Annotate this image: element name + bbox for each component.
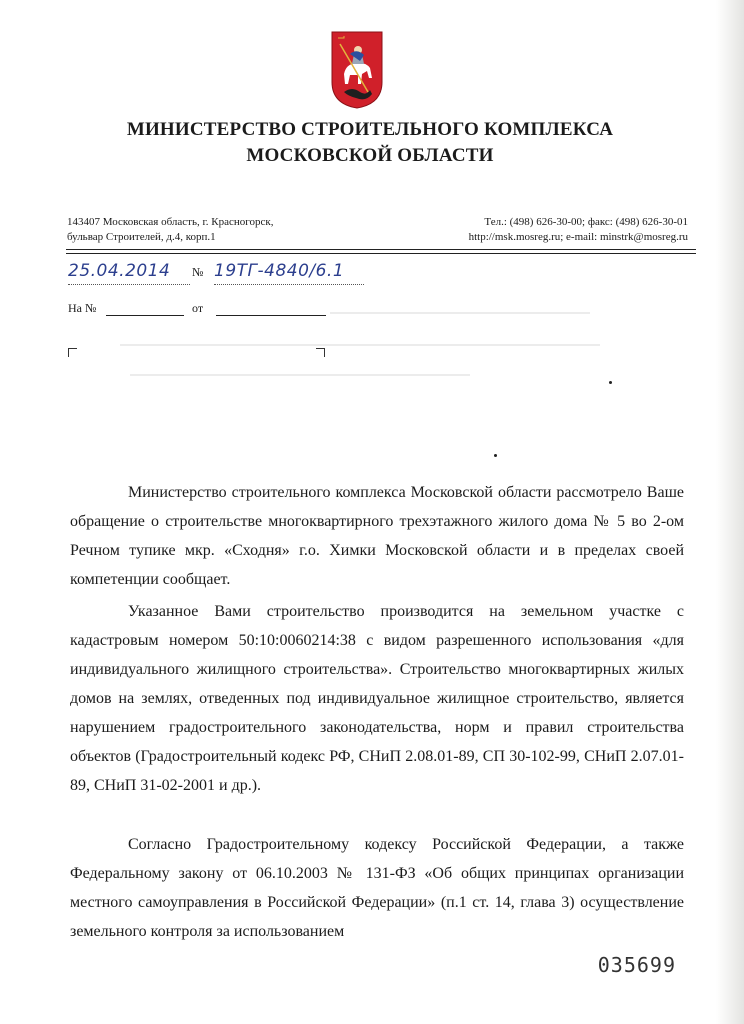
paragraph-text: Министерство строительного комплекса Московской области рассмотрело Ваше обращение о строительстве многоквартирного трехэтажного жилого дома № 5 во 2-ом Речном тупике мкр. «Сходня» г.о. Химки Московской области и в пределах своей компетенции сообщает. <box>70 484 684 588</box>
show-through-mark <box>330 312 590 314</box>
show-through-mark <box>120 344 600 346</box>
coat-of-arms-icon <box>330 30 384 110</box>
speck-mark <box>609 381 612 384</box>
incoming-number-label: На № <box>68 301 97 315</box>
show-through-mark <box>130 374 470 376</box>
ministry-title-line1: МИНИСТЕРСТВО СТРОИТЕЛЬНОГО КОМПЛЕКСА <box>126 119 614 140</box>
incoming-date-blank <box>216 315 326 316</box>
addressee-corner-left <box>68 348 77 357</box>
header-rule-thick <box>66 249 696 250</box>
page-edge-shadow <box>716 0 744 1024</box>
phone-fax: Тел.: (498) 626-30-00; факс: (498) 626-30-01 <box>484 216 688 228</box>
contact-info <box>469 215 688 245</box>
date-dotted-line <box>68 284 190 285</box>
address-line1: 143407 Московская область, г. Красногорск, <box>67 216 274 228</box>
body-paragraph-2 <box>70 597 684 800</box>
handwritten-date: 25.04.2014 <box>68 261 171 281</box>
incoming-date-label: от <box>192 301 204 315</box>
paragraph-text: Согласно Градостроительному кодексу Российской Федерации, а также Федеральному закону от 06.10.2003 № 131-ФЗ «Об общих принципах организации местного самоуправления в Российской Федерации» (п.1 ст. 14, глава 3) осуществление земельного контроля за использованием <box>70 836 684 940</box>
addressee-corner-right <box>316 348 325 357</box>
body-paragraph-3 <box>70 830 684 946</box>
web-email: http://msk.mosreg.ru; e-mail: minstrk@mosreg.ru <box>468 231 688 243</box>
incoming-number-blank <box>106 315 184 316</box>
address-line2: бульвар Строителей, д.4, корп.1 <box>67 231 216 243</box>
speck-mark <box>494 454 497 457</box>
handwritten-reg-number: 19ТГ-4840/6.1 <box>214 261 345 281</box>
ministry-title-line2: МОСКОВСКОЙ ОБЛАСТИ <box>246 145 494 166</box>
document-serial-number: 035699 <box>597 953 676 977</box>
header-rule-thin <box>66 253 696 254</box>
number-dotted-line <box>214 284 364 285</box>
number-sign: № <box>192 265 204 279</box>
postal-address <box>67 215 273 245</box>
paragraph-text: Указанное Вами строительство производится на земельном участке с кадастровым номером 50:10:0060214:38 с видом разрешенного использования «для индивидуального жилищного строительства». Строительство многоквартирных жилых домов на землях, отведенных под индивидуальное жилищное строительство, является нарушением градостроительного законодательства, норм и правил строительства объектов (Градостроительный кодекс РФ, СНиП 2.08.01-89, СП 30-102-99, СНиП 2.07.01-89, СНиП 31-02-2001 и др.). <box>70 603 684 794</box>
body-paragraph-1 <box>70 478 684 594</box>
